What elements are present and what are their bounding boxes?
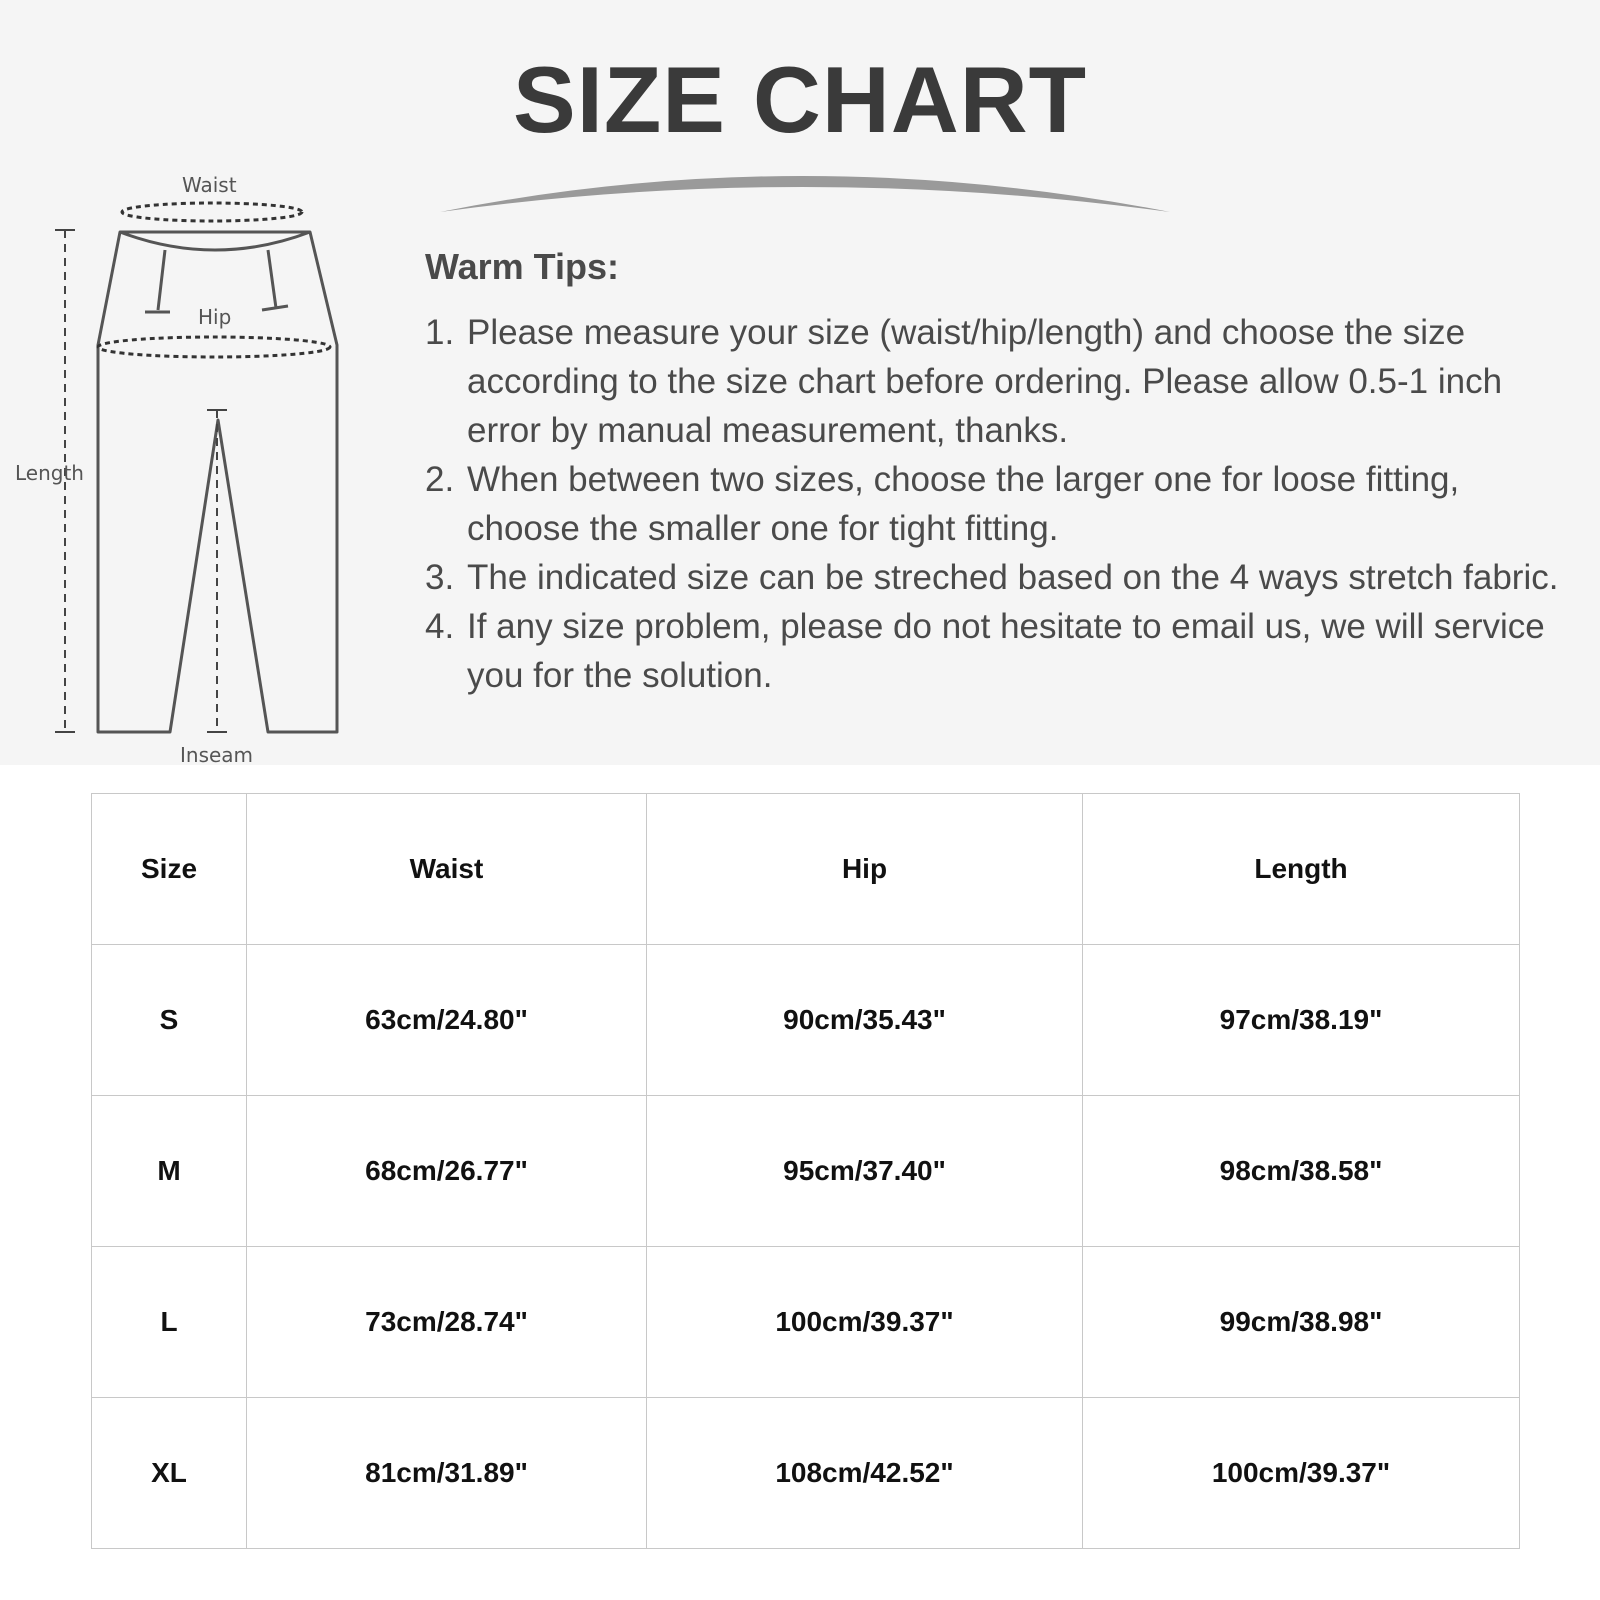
left-pocket-line bbox=[145, 250, 170, 312]
cell-size: L bbox=[92, 1247, 247, 1398]
tips-heading: Warm Tips: bbox=[425, 246, 620, 287]
diagram-label-inseam: Inseam bbox=[180, 743, 254, 767]
title-swoosh-decoration bbox=[440, 160, 1170, 220]
diagram-label-length: Length bbox=[15, 461, 84, 485]
header-length: Length bbox=[1083, 794, 1520, 945]
tip-item bbox=[425, 308, 1575, 455]
waist-measure-ellipse bbox=[122, 203, 302, 221]
tip-item bbox=[425, 553, 1575, 602]
cell-hip: 108cm/42.52" bbox=[647, 1398, 1083, 1549]
tip-number: 4. bbox=[425, 607, 455, 646]
pants-measurement-diagram bbox=[0, 170, 360, 770]
table-row bbox=[92, 1096, 1520, 1247]
tip-item bbox=[425, 455, 1575, 553]
tip-item bbox=[425, 602, 1575, 700]
page-title: SIZE CHART bbox=[513, 47, 1087, 152]
header-hip: Hip bbox=[647, 794, 1083, 945]
right-pocket-line bbox=[262, 250, 288, 310]
cell-length: 97cm/38.19" bbox=[1083, 945, 1520, 1096]
header-size: Size bbox=[92, 794, 247, 945]
cell-hip: 100cm/39.37" bbox=[647, 1247, 1083, 1398]
cell-waist: 63cm/24.80" bbox=[247, 945, 647, 1096]
diagram-label-waist: Waist bbox=[182, 173, 237, 197]
table-header-row bbox=[92, 794, 1520, 945]
cell-size: S bbox=[92, 945, 247, 1096]
waistband-curve bbox=[120, 232, 310, 250]
hip-measure-ellipse bbox=[98, 337, 330, 357]
tip-number: 3. bbox=[425, 558, 455, 597]
diagram-label-hip: Hip bbox=[198, 305, 232, 329]
tip-text: The indicated size can be streched based on the 4 ways stretch fabric. bbox=[467, 558, 1559, 597]
cell-hip: 90cm/35.43" bbox=[647, 945, 1083, 1096]
cell-size: M bbox=[92, 1096, 247, 1247]
size-table bbox=[91, 793, 1520, 1549]
table-row bbox=[92, 1247, 1520, 1398]
header-waist: Waist bbox=[247, 794, 647, 945]
cell-length: 100cm/39.37" bbox=[1083, 1398, 1520, 1549]
table-row bbox=[92, 1398, 1520, 1549]
cell-length: 99cm/38.98" bbox=[1083, 1247, 1520, 1398]
cell-hip: 95cm/37.40" bbox=[647, 1096, 1083, 1247]
cell-size: XL bbox=[92, 1398, 247, 1549]
cell-waist: 73cm/28.74" bbox=[247, 1247, 647, 1398]
cell-waist: 81cm/31.89" bbox=[247, 1398, 647, 1549]
tip-number: 1. bbox=[425, 313, 455, 352]
tip-text: If any size problem, please do not hesitate to email us, we will service you for the solution. bbox=[467, 607, 1545, 695]
tip-text: When between two sizes, choose the larger one for loose fitting, choose the smaller one for tight fitting. bbox=[467, 460, 1460, 548]
tip-text: Please measure your size (waist/hip/length) and choose the size according to the size chart before ordering. Please allow 0.5-1 inch error by manual measurement, thanks. bbox=[467, 313, 1503, 450]
tip-number: 2. bbox=[425, 460, 455, 499]
cell-waist: 68cm/26.77" bbox=[247, 1096, 647, 1247]
tips-list bbox=[425, 308, 1575, 700]
table-row bbox=[92, 945, 1520, 1096]
cell-length: 98cm/38.58" bbox=[1083, 1096, 1520, 1247]
